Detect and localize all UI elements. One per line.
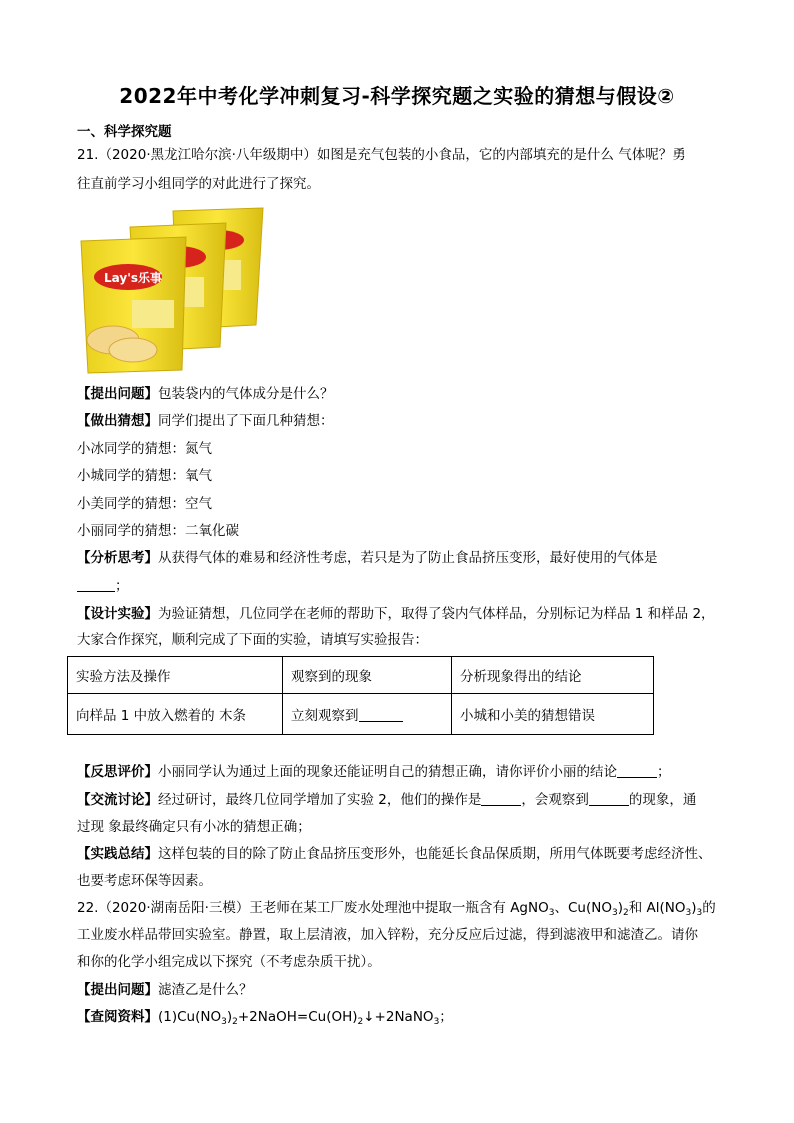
q21-analysis: 【分析思考】从获得气体的难易和经济性考虑，若只是为了防止食品挤压变形，最好使用的气体是: [77, 550, 658, 566]
answer-blank[interactable]: [481, 791, 521, 806]
page-title: 2022年中考化学冲刺复习-科学探究题之实验的猜想与假设②: [119, 84, 675, 108]
table-header-cell: 实验方法及操作: [68, 657, 283, 694]
q21-guess: 【做出猜想】同学们提出了下面几种猜想：: [77, 413, 334, 429]
guess-item: 小冰同学的猜想：氮气: [77, 441, 212, 457]
answer-blank[interactable]: [617, 763, 657, 778]
q22-ask: 【提出问题】滤渣乙是什么？: [77, 982, 253, 998]
q21-design-line1: 【设计实验】为验证猜想，几位同学在老师的帮助下，取得了袋内气体样品，分别标记为样品 1 和样品 2，: [77, 606, 715, 622]
guess-item: 小美同学的猜想：空气: [77, 496, 212, 512]
q21-reflect: 【反思评价】小丽同学认为通过上面的现象还能证明自己的猜想正确，请你评价小丽的结论 ；: [77, 764, 671, 780]
chips-bag-image: [78, 205, 268, 375]
q21-stem-line1: 21.（2020·黑龙江哈尔滨·八年级期中）如图是充气包装的小食品，它的内部填充的是什么 气体呢？勇: [77, 147, 686, 163]
table-cell: 小城和小美的猜想错误: [452, 694, 654, 735]
section-heading: 一、科学探究题: [77, 124, 172, 140]
svg-text:Lay's乐事: Lay's乐事: [104, 271, 163, 285]
q22-stem-line1: 22.（2020·湖南岳阳·三模）王老师在某工厂废水处理池中提取一瓶含有 AgNO$_3$、$Cu(NO_3)_2$和 $Al(NO_3)_3$的: [77, 900, 716, 918]
table-header-row: [68, 657, 654, 694]
table-row: [68, 694, 654, 735]
answer-blank[interactable]: [77, 577, 115, 592]
q22-info: 【查阅资料】$(1)Cu(NO_3)_2+2NaOH=Cu(OH)_2↓+2NaNO_3$；: [77, 1009, 453, 1027]
q21-ask: 【提出问题】包装袋内的气体成分是什么？: [77, 386, 334, 402]
q21-summary-line1: 【实践总结】这样包装的目的除了防止食品挤压变形外，也能延长食品保质期，所用气体既要考虑经济性、: [77, 846, 712, 862]
q21-stem-line2: 往直前学习小组同学的对此进行了探究。: [77, 176, 320, 192]
table-cell: 向样品 1 中放入燃着的 木条: [68, 694, 283, 735]
q22-stem-line2: 工业废水样品带回实验室。静置，取上层清液，加入锌粉，充分反应后过滤，得到滤液甲和滤渣乙。请你: [77, 927, 698, 943]
q21-analysis-blank: ；: [77, 576, 129, 596]
table-header-cell: 观察到的现象: [283, 657, 452, 694]
table-header-cell: 分析现象得出的结论: [452, 657, 654, 694]
guess-item: 小丽同学的猜想：二氧化碳: [77, 523, 239, 539]
guess-item: 小城同学的猜想：氧气: [77, 468, 212, 484]
q21-discuss-line2: 过现 象最终确定只有小冰的猜想正确；: [77, 819, 311, 835]
answer-blank[interactable]: [359, 707, 403, 722]
q22-stem-line3: 和你的化学小组完成以下探究（不考虑杂质干扰）。: [77, 954, 381, 970]
q21-design-line2: 大家合作探究，顺利完成了下面的实验，请填写实验报告：: [77, 632, 428, 648]
table-cell: 立刻观察到: [283, 694, 452, 735]
experiment-report-table: [67, 656, 654, 735]
answer-blank[interactable]: [589, 791, 629, 806]
q21-discuss-line1: 【交流讨论】经过研讨，最终几位同学增加了实验 2，他们的操作是 ，会观察到 的现象，通: [77, 792, 697, 808]
q21-summary-line2: 也要考虑环保等因素。: [77, 873, 212, 889]
